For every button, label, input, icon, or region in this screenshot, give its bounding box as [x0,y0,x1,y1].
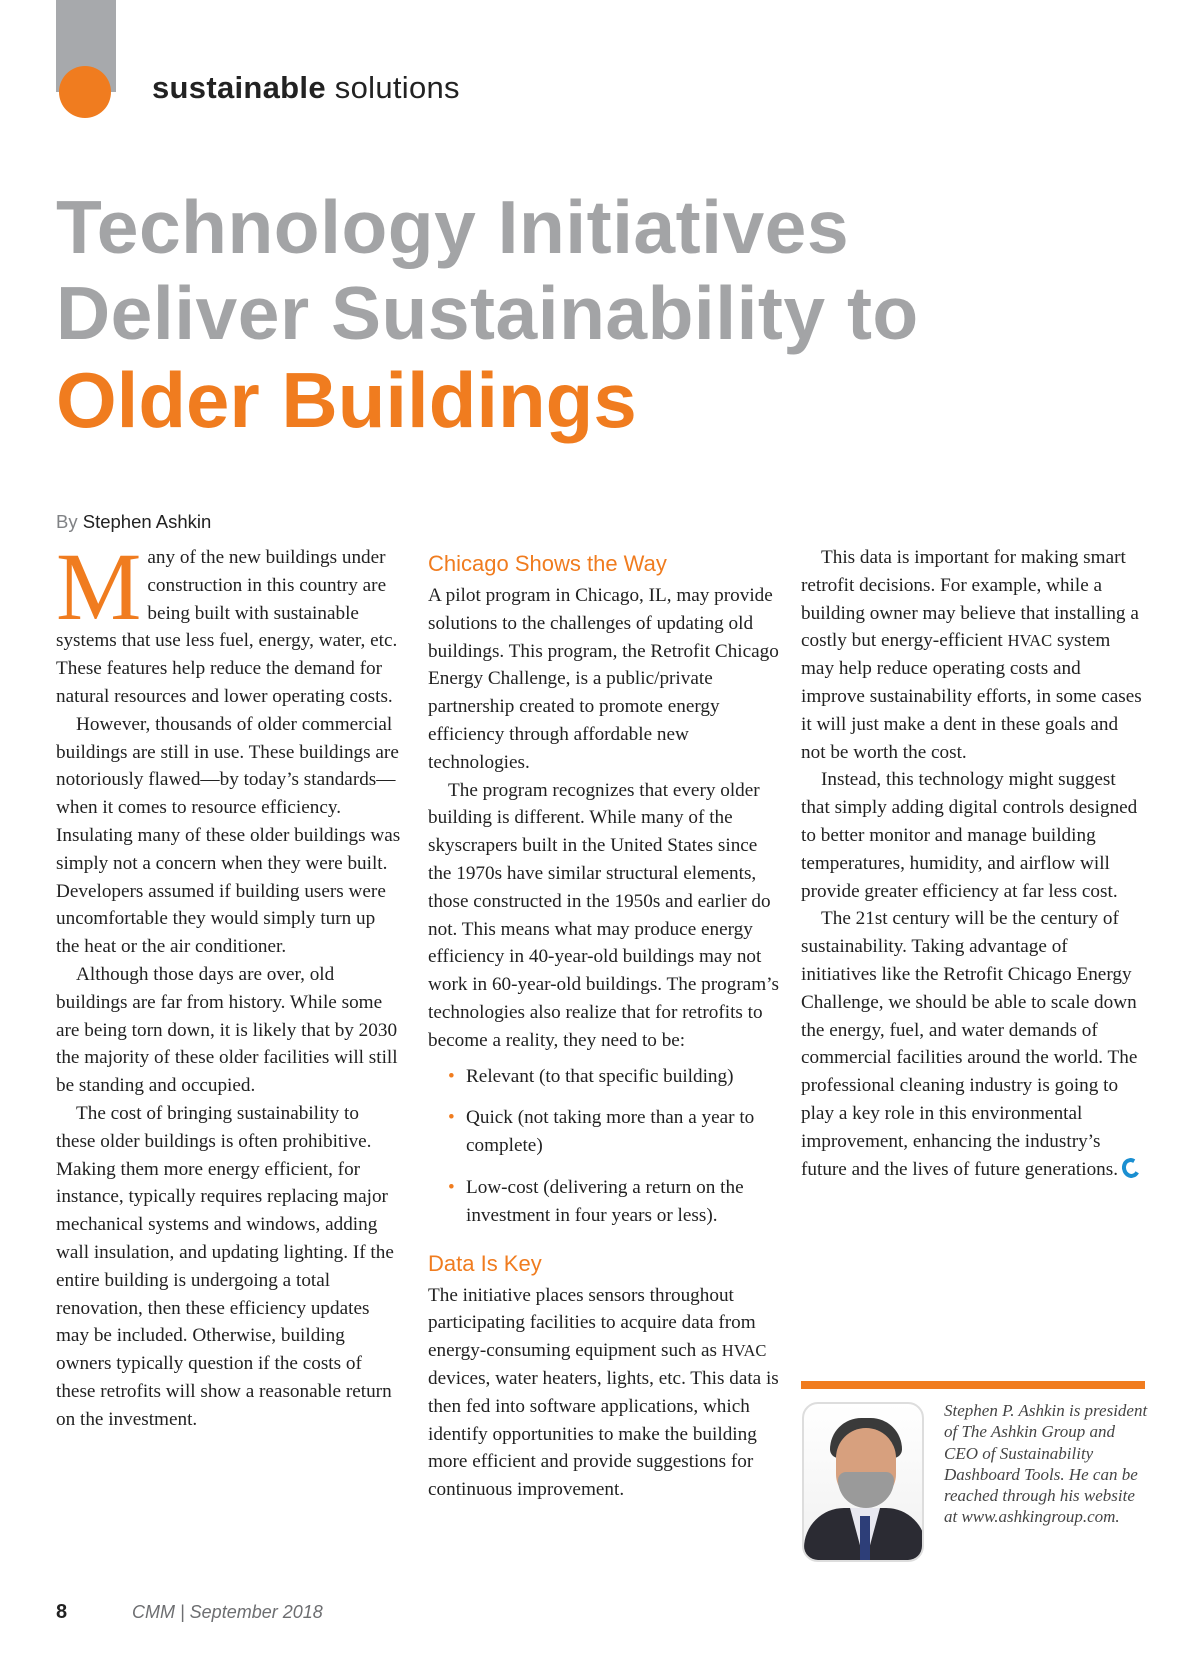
author-photo [802,1402,924,1562]
bio-divider [801,1381,1145,1389]
title-line-3: Older Buildings [56,356,637,444]
page-number: 8 [56,1601,68,1623]
col2-p3-hvac: HVAC [721,1341,767,1361]
col1-paragraph-1 [56,533,402,711]
section-label [152,70,460,106]
photo-beard [838,1472,894,1508]
title-line-1: Technology Initiatives [56,185,850,269]
section-label-bold: sustainable [152,70,326,105]
author-bio: Stephen P. Ashkin is president of The Ashkin Group and CEO of Sustainability Dashboard Tools. He can be reached through his website at www.ashkingroup.com. [944,1401,1148,1527]
col3-paragraph-1 [801,544,1147,766]
byline-prefix: By [56,511,83,532]
magazine-issue: CMM | September 2018 [132,1602,323,1622]
column-1 [56,533,402,1434]
col2-paragraph-1: A pilot program in Chicago, IL, may provide solutions to the challenges of updating old buildings. This program, the Retrofit Chicago Energy Challenge, is a public/private partnership created to promote energy efficiency through affordable new technologies. [428,585,779,773]
list-item: • Quick (not taking more than a year to complete) [428,1104,780,1160]
byline-author: Stephen Ashkin [82,511,212,532]
byline [56,511,211,533]
col3-paragraph-2: Instead, this technology might suggest that simply adding digital controls designed to better monitor and manage building temperatures, humidity, and airflow will provide greater efficiency at far less cost. [801,769,1138,902]
photo-tie [860,1516,870,1562]
col1-paragraph-3: Although those days are over, old buildings are far from history. While some are being torn down, it is likely that by 2030 the majority of these older facilities will still be standing and occupied. [56,963,398,1097]
section-dot-icon [59,66,111,118]
col3-p3-text: The 21st century will be the century of sustainability. Taking advantage of initiatives like the Retrofit Chicago Energy Challenge, we should be able to scale down the energy, fuel, and water demands of commercial facilities around the world. The professional cleaning industry is going to play a key role in this environmental improvement, enhancing the industry’s future and the lives of future generations. [801,908,1138,1180]
list-item: • Relevant (to that specific building) [428,1063,780,1091]
col2-paragraph-3 [428,1282,780,1504]
col1-p1-text: any of the new buildings under construction in this country are being built with sustainable systems that use less fuel, energy, water, etc. These features help reduce the demand for natural resources and lower operating costs. [56,547,398,707]
drop-cap: M [56,533,142,640]
col3-p1-text-a: This data is important for making smart retrofit decisions. For example, while a building owner may believe that installing a costly but energy-efficient [801,547,1139,652]
col2-paragraph-2: The program recognizes that every older building is different. While many of the skyscrapers built in the United States since the 1970s have similar structural elements, those constructed in the 1950s and earlier do not. This means what may produce energy efficiency in 40-year-old buildings may not work in 60-year-old buildings. The program’s technologies also realize that for retrofits to become a reality, they need to be: [428,779,779,1051]
subheading-chicago: Chicago Shows the Way [428,551,667,576]
section-label-rest: solutions [325,70,460,105]
end-mark-icon [1120,1156,1143,1180]
col2-p3-text-b: devices, water heaters, lights, etc. This data is then fed into software applications, which identify opportunities to make the building more efficient and provide suggestions for continuous improvement. [428,1367,779,1501]
article-title [56,184,919,448]
col1-paragraph-2: However, thousands of older commercial buildings are still in use. These buildings are notoriously flawed—by today’s standards—when it comes to resource efficiency. Insulating many of these older buildings was simply not a concern when they were built. Developers assumed if building users were uncomfortable they would simply turn up the heat or the air conditioner. [56,713,401,958]
column-3 [801,544,1147,1183]
col3-paragraph-3 [801,905,1147,1183]
col3-p1-text-b: system may help reduce operating costs and improve sustainability efforts, in some cases it will just make a dent in these goals and not be worth the cost. [801,630,1142,763]
requirements-list [428,1063,780,1230]
list-item: • Low-cost (delivering a return on the investment in four years or less). [428,1174,780,1230]
col1-paragraph-4: The cost of bringing sustainability to these older buildings is often prohibitive. Making them more energy efficient, for instance, typically requires replacing major mechanical systems and windows, adding wall insulation, and updating lighting. If the entire building is undergoing a total renovation, then these efficiency updates may be included. Otherwise, building owners typically question if the costs of these retrofits will show a reasonable return on the investment. [56,1102,394,1430]
column-2 [428,548,780,1504]
page-footer [56,1601,323,1624]
col2-p3-text-a: The initiative places sensors throughout participating facilities to acquire data from energy-consuming equipment such as [428,1284,756,1362]
title-line-2: Deliver Sustainability to [56,271,919,355]
subheading-data: Data Is Key [428,1250,542,1276]
col3-p1-hvac: HVAC [1007,631,1053,651]
